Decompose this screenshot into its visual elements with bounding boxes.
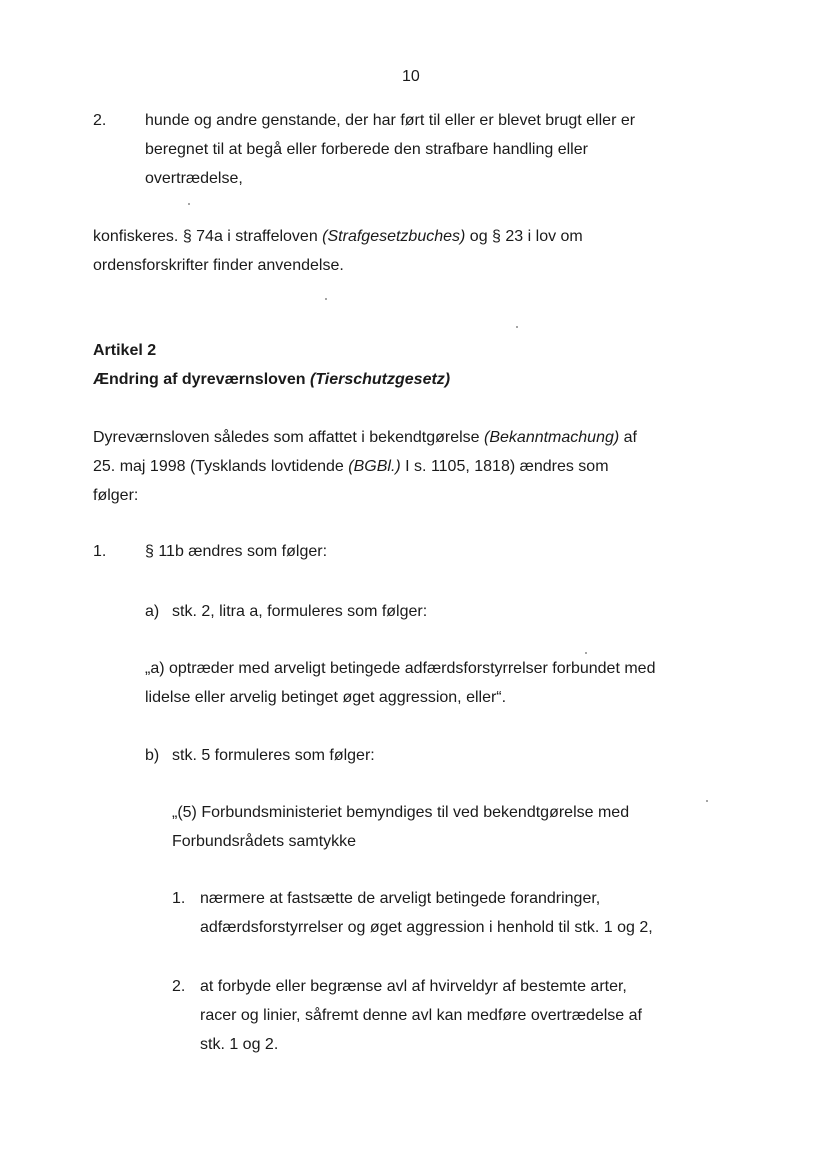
item-2-text bbox=[145, 106, 635, 193]
intro-line-1 bbox=[93, 423, 637, 452]
sub-b-item-2-text bbox=[200, 972, 642, 1059]
page-number: 10 bbox=[402, 68, 420, 85]
item-2-line-1: hunde og andre genstande, der har ført til eller er blevet brugt eller er bbox=[145, 112, 636, 129]
sub-b-quote-line-2: Forbundsrådets samtykke bbox=[172, 833, 357, 850]
change-1-number: 1. bbox=[93, 543, 107, 560]
confiscation-paragraph bbox=[93, 222, 583, 280]
intro-paragraph bbox=[93, 423, 637, 510]
intro-line-2 bbox=[93, 452, 637, 481]
scan-speck bbox=[585, 652, 587, 654]
scan-speck bbox=[188, 203, 190, 205]
intro-text-1b: af bbox=[619, 429, 637, 446]
sub-b-quote-line-1: „(5) Forbundsministeriet bemyndiges til ved bekendtgørelse med bbox=[172, 804, 630, 821]
item-2-line-2: beregnet til at begå eller forberede den strafbare handling eller bbox=[145, 141, 588, 158]
article-heading-block bbox=[93, 336, 450, 394]
confiscation-text-a: konfiskeres. § 74a i straffeloven bbox=[93, 228, 323, 245]
intro-line-3: følger: bbox=[93, 487, 139, 504]
confiscation-text-b: og § 23 i lov om bbox=[465, 228, 583, 245]
scan-speck bbox=[516, 326, 518, 328]
sub-b-item-1-line-2: adfærdsforstyrrelser og øget aggression i henhold til stk. 1 og 2, bbox=[200, 919, 653, 936]
sub-b-item-1-text bbox=[200, 884, 653, 942]
confiscation-line-1 bbox=[93, 222, 583, 251]
sub-b-label: b) bbox=[145, 747, 160, 764]
intro-text-2b: I s. 1105, 1818) ændres som bbox=[400, 458, 609, 475]
sub-a-label: a) bbox=[145, 603, 160, 620]
sub-b-quote bbox=[172, 798, 629, 856]
article-subheading-text: Ændring af dyreværnsloven bbox=[93, 371, 310, 388]
sub-b-item-2-line-2: racer og linier, såfremt denne avl kan medføre overtrædelse af bbox=[200, 1007, 642, 1024]
sub-b-text: stk. 5 formuleres som følger: bbox=[172, 747, 375, 764]
item-2-number: 2. bbox=[93, 112, 107, 129]
item-2-line-3: overtrædelse, bbox=[145, 170, 243, 187]
sub-b-item-2-line-1: at forbyde eller begrænse avl af hvirveldyr af bestemte arter, bbox=[200, 978, 627, 995]
intro-text-2a: 25. maj 1998 (Tysklands lovtidende bbox=[93, 458, 349, 475]
article-subheading bbox=[93, 365, 450, 394]
confiscation-italic-term: (Strafgesetzbuches) bbox=[322, 228, 466, 245]
sub-b-item-1-line-1: nærmere at fastsætte de arveligt betingede forandringer, bbox=[200, 890, 601, 907]
intro-italic-1: (Bekanntmachung) bbox=[484, 429, 620, 446]
sub-a-quote-line-1: „a) optræder med arveligt betingede adfærdsforstyrrelser forbundet med bbox=[145, 660, 656, 677]
scan-speck bbox=[706, 800, 708, 802]
article-subheading-italic: (Tierschutzgesetz) bbox=[309, 371, 451, 388]
sub-a-quote-line-2: lidelse eller arvelig betinget øget aggression, eller“. bbox=[145, 689, 507, 706]
intro-text-1a: Dyreværnsloven således som affattet i bekendtgørelse bbox=[93, 429, 485, 446]
sub-a-text: stk. 2, litra a, formuleres som følger: bbox=[172, 603, 428, 620]
scan-speck bbox=[325, 298, 327, 300]
sub-a-quote bbox=[145, 654, 655, 712]
intro-italic-2: (BGBl.) bbox=[348, 458, 401, 475]
article-heading: Artikel 2 bbox=[93, 342, 157, 359]
sub-b-item-1-number: 1. bbox=[172, 890, 186, 907]
confiscation-line-2: ordensforskrifter finder anvendelse. bbox=[93, 257, 344, 274]
sub-b-item-2-line-3: stk. 1 og 2. bbox=[200, 1036, 279, 1053]
change-1-text: § 11b ændres som følger: bbox=[145, 543, 328, 560]
sub-b-item-2-number: 2. bbox=[172, 978, 186, 995]
